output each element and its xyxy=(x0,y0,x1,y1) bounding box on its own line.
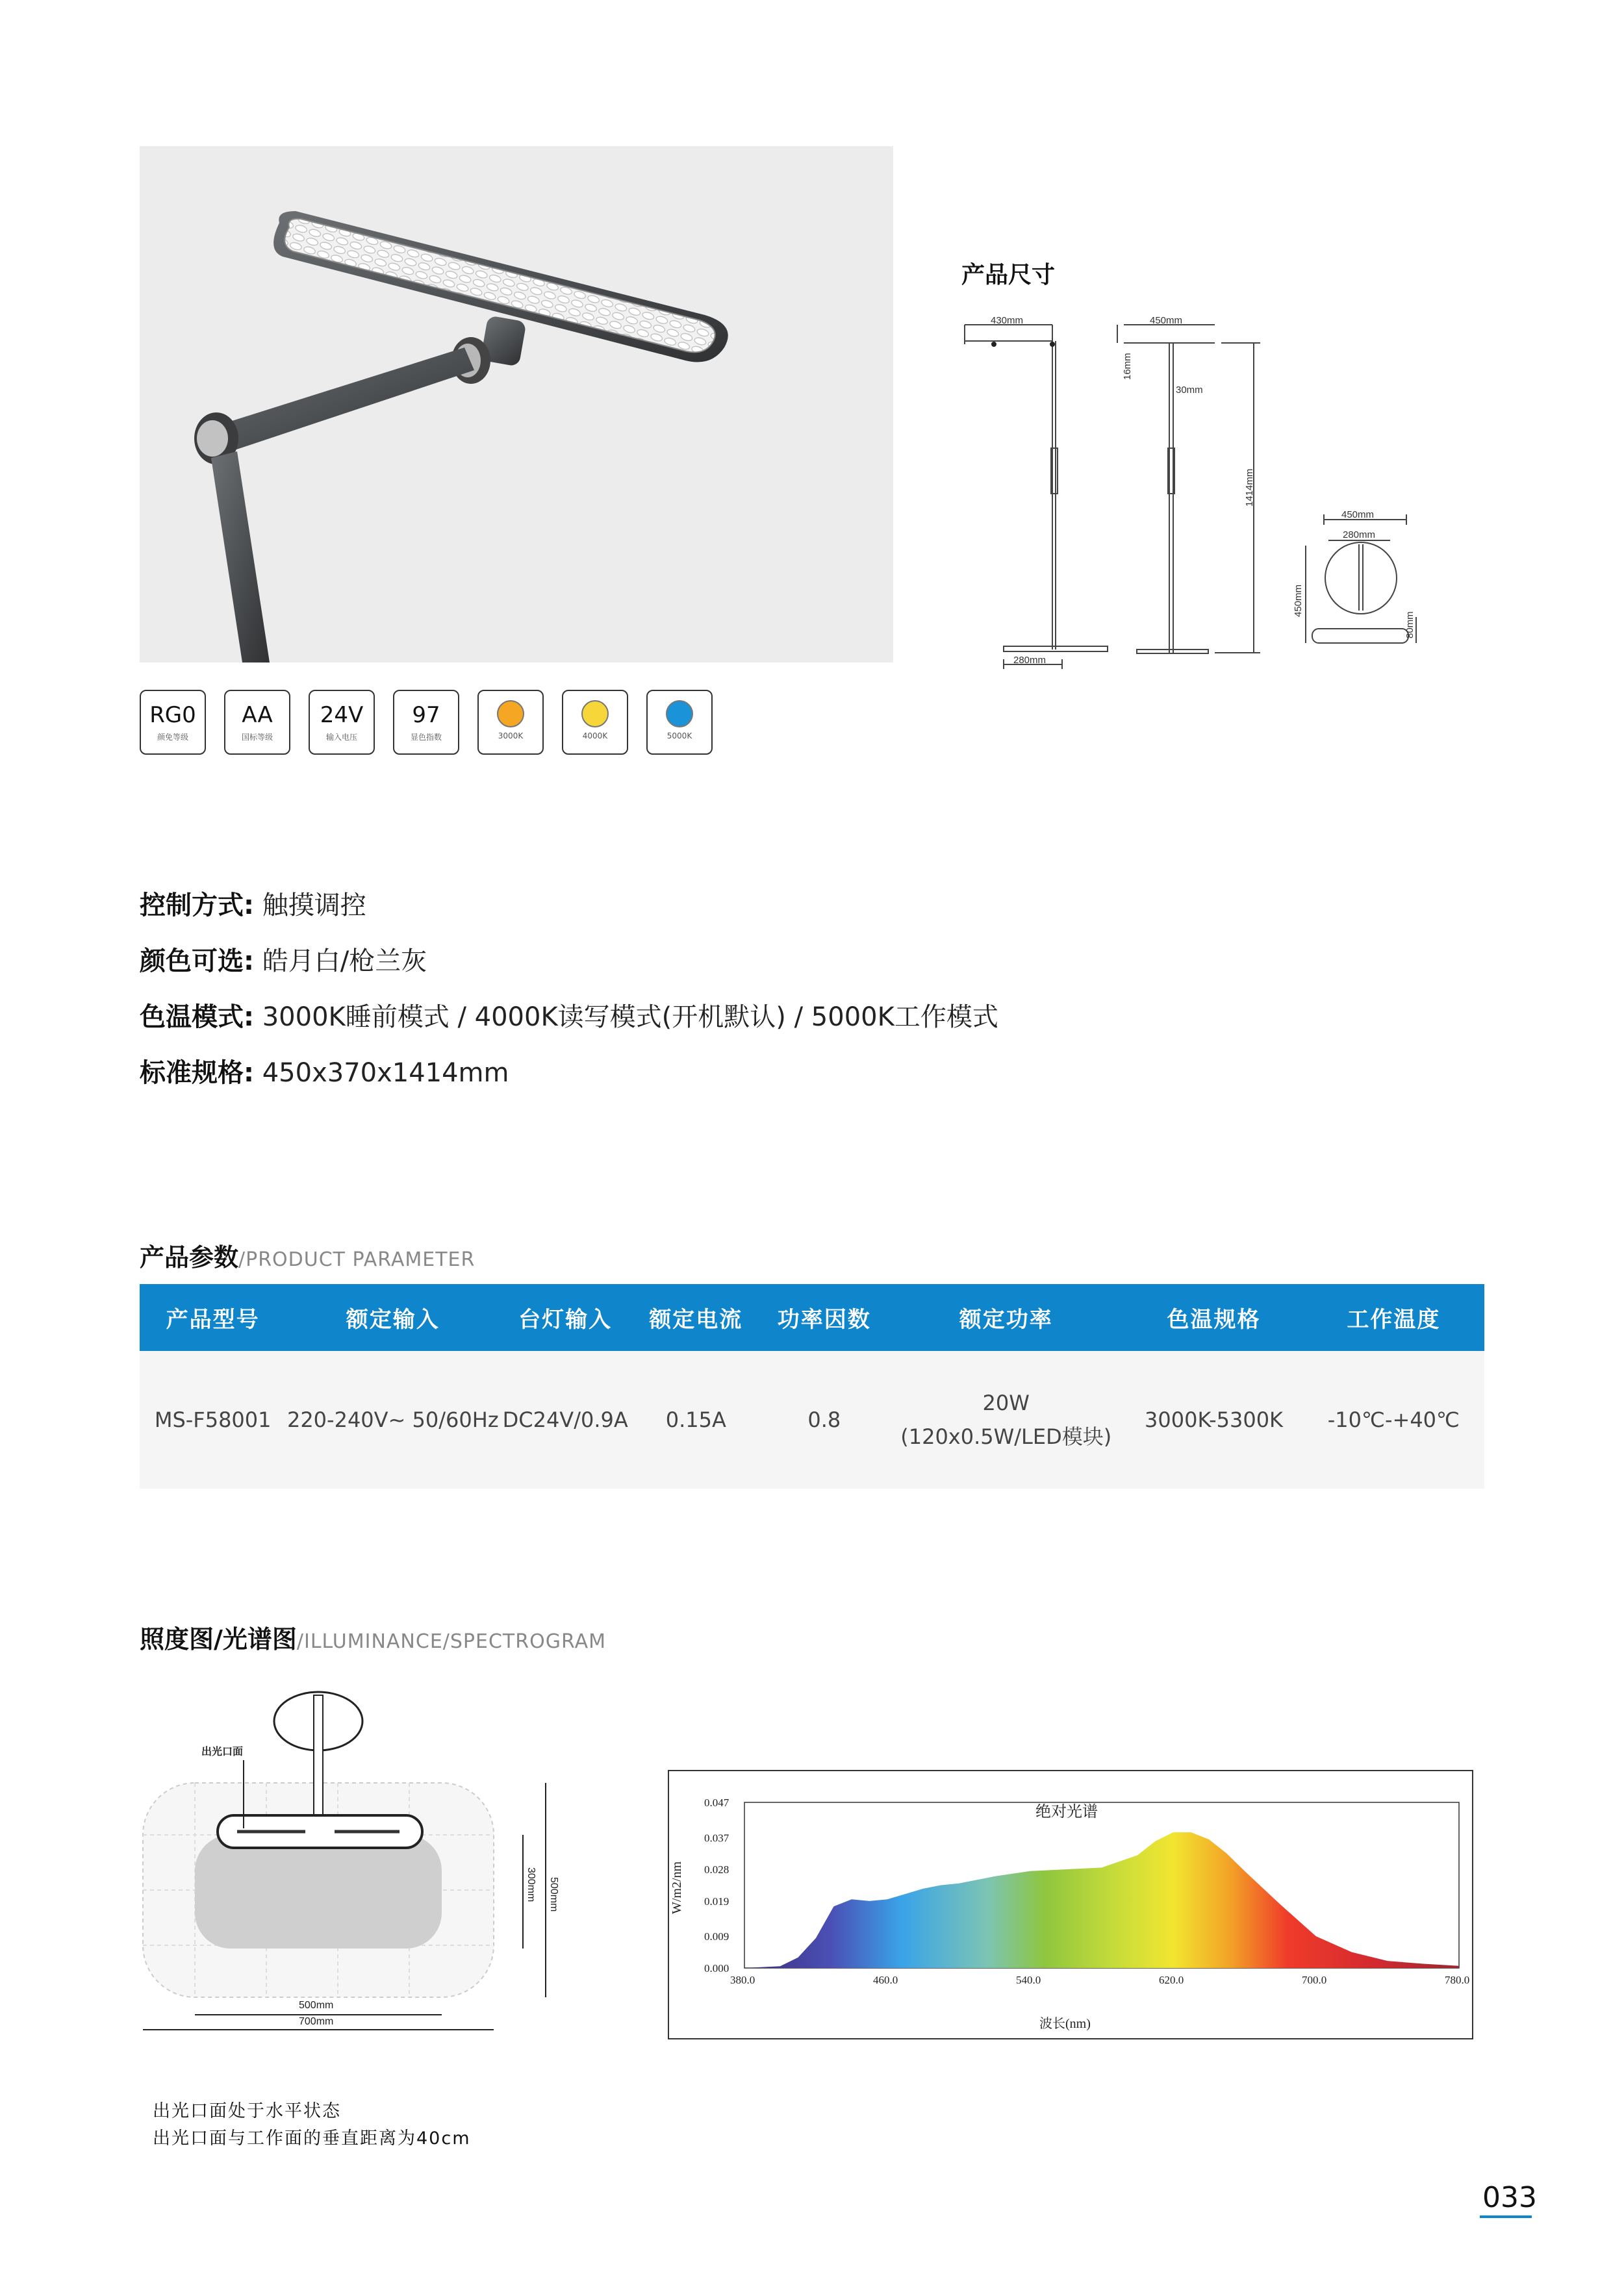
spectrum-area xyxy=(744,1832,1459,1968)
badge-4000k: 4000K xyxy=(562,690,628,755)
spec-control: 控制方式: 触摸调控 xyxy=(140,890,366,920)
badge-5000k: 5000K xyxy=(646,690,713,755)
badge-rg0: RG0 颜免等级 xyxy=(140,690,206,755)
x-tick-label: 780.0 xyxy=(1445,1974,1470,1986)
badge-24v: 24V 输入电压 xyxy=(309,690,375,755)
x-tick-label: 460.0 xyxy=(873,1974,898,1986)
y-tick-label: 0.009 xyxy=(704,1930,730,1943)
table-header: 额定电流 xyxy=(631,1284,761,1351)
badge-aa: AA 国标等级 xyxy=(224,690,290,755)
table-header: 额定功率 xyxy=(887,1284,1124,1351)
y-tick-label: 0.028 xyxy=(704,1863,730,1876)
color-dot-icon xyxy=(581,700,609,727)
dim-label: 80mm xyxy=(1404,611,1415,638)
params-table xyxy=(140,1284,1484,1489)
table-cell: 3000K-5300K xyxy=(1124,1351,1302,1489)
illuminance-note: 出光口面与工作面的垂直距离为40cm xyxy=(153,2128,471,2149)
dim-label: 450mm xyxy=(1293,584,1304,617)
dim-label: 30mm xyxy=(1176,385,1203,396)
illuminance-diagram xyxy=(133,1682,575,2043)
table-header: 功率因数 xyxy=(761,1284,887,1351)
table-header: 工作温度 xyxy=(1303,1284,1484,1351)
y-tick-label: 0.019 xyxy=(704,1895,730,1908)
spec-size: 标准规格: 450x370x1414mm xyxy=(140,1058,509,1088)
table-header: 产品型号 xyxy=(140,1284,286,1351)
table-header: 额定输入 xyxy=(286,1284,500,1351)
table-cell: 0.8 xyxy=(761,1351,887,1489)
chart-title: 绝对光谱 xyxy=(1035,1804,1098,1821)
table-cell: DC24V/0.9A xyxy=(500,1351,631,1489)
dimension-drawing xyxy=(955,299,1442,688)
illuminance-note: 出光口面处于水平状态 xyxy=(153,2101,341,2121)
dim-label: 450mm xyxy=(1150,315,1183,326)
dim-label: 500mm xyxy=(548,1877,559,1912)
x-axis-label: 波长(nm) xyxy=(1039,2017,1091,2031)
x-tick-label: 700.0 xyxy=(1302,1974,1327,1986)
table-row xyxy=(140,1351,1484,1489)
page-number-underline xyxy=(1480,2215,1532,2218)
dim-label: 450mm xyxy=(1341,509,1375,520)
y-tick-label: 0.037 xyxy=(704,1832,730,1845)
dim-label: 700mm xyxy=(299,2016,334,2027)
table-cell: 20W (120x0.5W/LED模块) xyxy=(887,1351,1124,1489)
spec-cct: 色温模式: 3000K睡前模式 / 4000K读写模式(开机默认) / 5000K工作模式 xyxy=(140,1002,998,1032)
dim-label: 500mm xyxy=(299,2000,334,2011)
color-dot-icon xyxy=(497,700,524,727)
table-cell: MS-F58001 xyxy=(140,1351,286,1489)
badge-3000k: 3000K xyxy=(477,690,544,755)
lamp-product-photo xyxy=(140,146,893,662)
table-header: 色温规格 xyxy=(1124,1284,1302,1351)
y-tick-label: 0.047 xyxy=(704,1797,730,1809)
spec-color: 颜色可选: 皓月白/枪兰灰 xyxy=(140,946,427,976)
y-axis-label: W/m2/nm xyxy=(670,1861,684,1914)
color-dot-icon xyxy=(666,700,693,727)
dim-label: 280mm xyxy=(1013,655,1047,666)
x-tick-label: 540.0 xyxy=(1016,1974,1041,1986)
page-number: 033 xyxy=(1482,2181,1537,2214)
spectrum-series-area xyxy=(744,1832,1459,1968)
dimensions-title: 产品尺寸 xyxy=(961,262,1056,288)
params-heading: 产品参数/PRODUCT PARAMETER xyxy=(140,1243,476,1272)
dim-label: 280mm xyxy=(1343,529,1376,540)
dim-label: 430mm xyxy=(991,315,1024,326)
table-header-row xyxy=(140,1284,1484,1351)
table-cell: 0.15A xyxy=(631,1351,761,1489)
outlet-label: 出光口面 xyxy=(201,1747,244,1758)
table-header: 台灯输入 xyxy=(500,1284,631,1351)
table-cell: -10℃-+40℃ xyxy=(1303,1351,1484,1489)
badge-cri: 97 显色指数 xyxy=(393,690,459,755)
x-tick-label: 620.0 xyxy=(1159,1974,1184,1986)
illuminance-heading: 照度图/光谱图/ILLUMINANCE/SPECTROGRAM xyxy=(140,1625,606,1654)
y-tick-label: 0.000 xyxy=(704,1962,730,1974)
spectrum-chart xyxy=(668,1770,1473,2039)
dim-label: 16mm xyxy=(1122,353,1133,380)
x-tick-label: 380.0 xyxy=(730,1974,755,1986)
table-cell: 220-240V~ 50/60Hz xyxy=(286,1351,500,1489)
dim-label: 300mm xyxy=(526,1867,537,1902)
dim-label: 1414mm xyxy=(1244,468,1255,507)
